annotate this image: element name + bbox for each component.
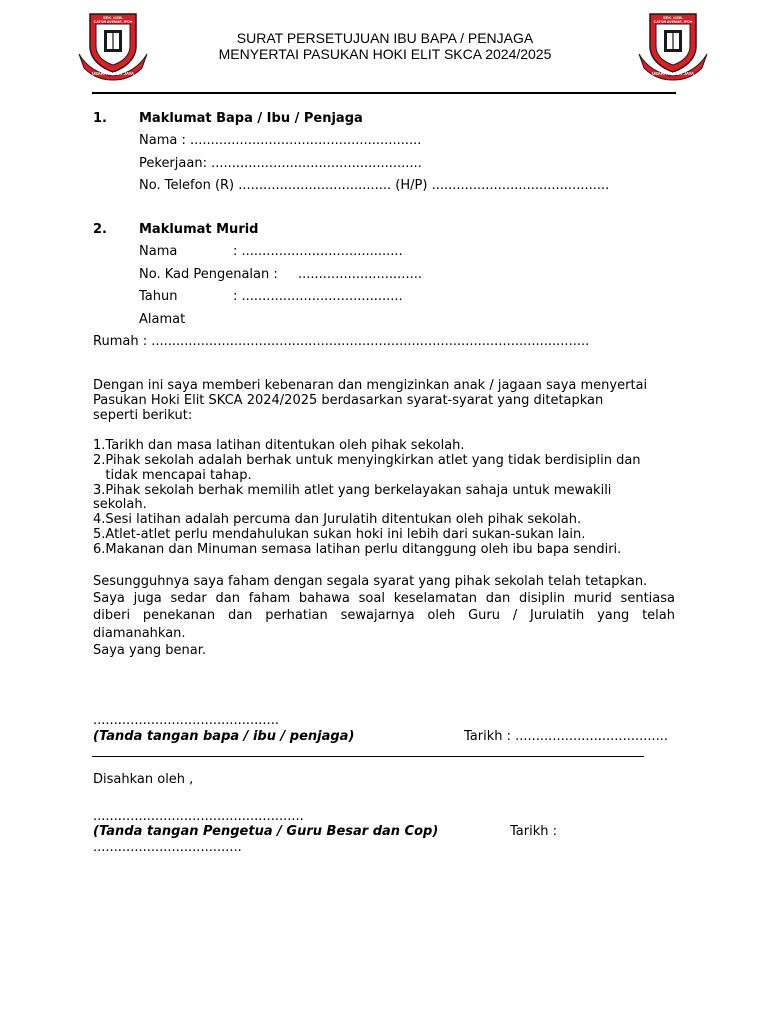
school-crest-logo-right (636, 8, 710, 82)
document-title-line-1: SURAT PERSETUJUAN IBU BAPA / PENJAGA (236, 30, 534, 46)
declaration-closing: Saya yang benar. (93, 643, 207, 658)
parent-signature-line: ............................................. (93, 713, 279, 728)
svg-text:CATOR AVENUE, IPOH: CATOR AVENUE, IPOH (653, 20, 693, 24)
parent-signature-date: Tarikh : ..................................... (464, 729, 669, 744)
student-year-label: Tahun (139, 289, 178, 304)
condition-line: 6.Makanan dan Minuman semasa latihan perlu ditanggung oleh ibu bapa sendiri. (93, 542, 622, 557)
section-2-heading: Maklumat Murid (139, 222, 259, 237)
document-title-line-2: MENYERTAI PASUKAN HOKI ELIT SKCA 2024/2025 (218, 46, 552, 62)
section-1-heading: Maklumat Bapa / Ibu / Penjaga (139, 111, 363, 126)
student-name-value: : ....................................... (233, 244, 403, 259)
condition-line: 4.Sesi latihan adalah percuma dan Jurulatih ditentukan oleh pihak sekolah. (93, 512, 582, 527)
condition-line: 1.Tarikh dan masa latihan ditentukan oleh pihak sekolah. (93, 438, 465, 453)
student-ic-label: No. Kad Pengenalan : (139, 267, 278, 282)
condition-line: 5.Atlet-atlet perlu mendahulukan sukan hoki ini lebih dari sukan-sukan lain. (93, 527, 586, 542)
svg-text:SEK. KEB.: SEK. KEB. (662, 15, 684, 20)
svg-text:SEK. KEB.: SEK. KEB. (102, 15, 124, 20)
principal-date-value: .................................... (93, 840, 242, 855)
svg-text:CATOR AVENUE, IPOH: CATOR AVENUE, IPOH (93, 20, 133, 24)
condition-line: 2.Pihak sekolah adalah berhak untuk menyingkirkan atlet yang tidak berdisiplin dan (93, 453, 641, 468)
principal-signature-line: ................................................... (93, 809, 304, 824)
svg-text:USAHA UNTUK JAYA: USAHA UNTUK JAYA (91, 71, 135, 76)
school-crest-logo-left (76, 8, 150, 82)
parent-signature-label: (Tanda tangan bapa / ibu / penjaga) (93, 729, 355, 744)
section-2-number: 2. (93, 222, 107, 237)
student-year-value: : ....................................... (233, 289, 403, 304)
declaration-line-2: Saya juga sedar dan faham bahawa soal keselamatan dan disiplin murid sentiasa (93, 591, 675, 606)
declaration-line-4: diamanahkan. (93, 626, 186, 641)
header-divider (92, 92, 676, 94)
condition-line: tidak mencapai tahap. (93, 468, 252, 483)
parent-occupation-field: Pekerjaan: ................................................... (139, 156, 422, 171)
student-ic-value: .............................. (298, 267, 422, 282)
approved-by-label: Disahkan oleh , (93, 772, 194, 787)
intro-line-2: Pasukan Hoki Elit SKCA 2024/2025 berdasarkan syarat-syarat yang ditetapkan (93, 393, 604, 408)
student-home-address-field: Rumah : .......................................................................................................... (93, 334, 590, 349)
intro-line-1: Dengan ini saya memberi kebenaran dan mengizinkan anak / jagaan saya menyertai (93, 378, 648, 393)
principal-signature-label: (Tanda tangan Pengetua / Guru Besar dan Cop) (93, 824, 439, 839)
declaration-line-1: Sesungguhnya saya faham dengan segala syarat yang pihak sekolah telah tetapkan. (93, 574, 648, 589)
principal-date-label: Tarikh : (510, 824, 557, 839)
svg-text:USAHA UNTUK JAYA: USAHA UNTUK JAYA (651, 71, 695, 76)
student-name-label: Nama (139, 244, 178, 259)
signature-divider (92, 756, 644, 757)
condition-line: sekolah. (93, 497, 147, 512)
parent-name-field: Nama : ........................................................ (139, 133, 422, 148)
section-1-number: 1. (93, 111, 107, 126)
student-address-label: Alamat (139, 312, 186, 327)
declaration-line-3: diberi penekanan dan perhatian sewajarnya oleh Guru / Jurulatih yang telah (93, 608, 675, 623)
intro-line-3: seperti berikut: (93, 408, 193, 423)
condition-line: 3.Pihak sekolah berhak memilih atlet yang berkelayakan sahaja untuk mewakili (93, 483, 612, 498)
parent-phone-field: No. Telefon (R) ..................................... (H/P) ........................................... (139, 178, 610, 193)
